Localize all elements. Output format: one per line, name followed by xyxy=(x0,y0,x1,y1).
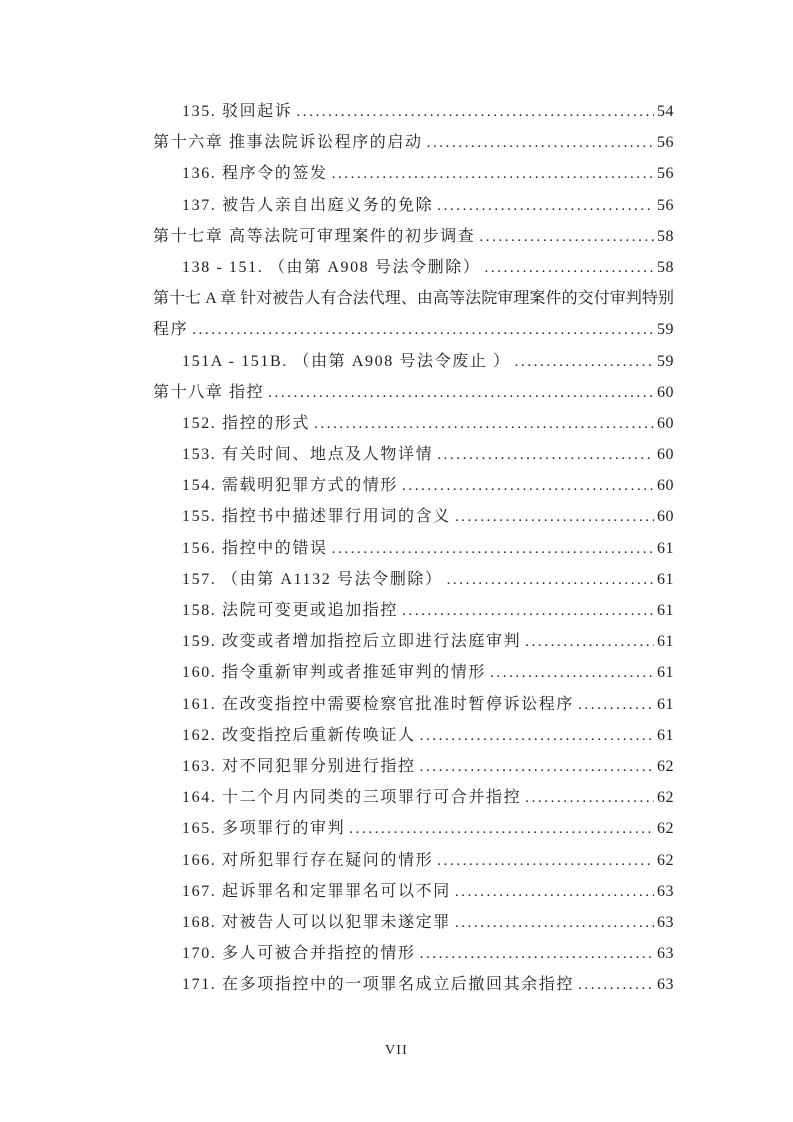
toc-entry-page: 59 xyxy=(657,352,674,370)
toc-entry xyxy=(153,221,674,252)
toc-entry-title: 160. 指令重新审判或者推延审判的情形 xyxy=(182,664,487,682)
toc-entry-title: 159. 改变或者增加指控后立即进行法庭审判 xyxy=(182,633,522,651)
toc-entry-title: 135. 驳回起诉 xyxy=(182,103,293,120)
toc-entry-title: 168. 对被告人可以以犯罪未遂定罪 xyxy=(182,913,451,931)
toc-entry-page: 60 xyxy=(657,446,674,464)
dot-leader xyxy=(490,657,654,689)
toc-entry xyxy=(153,813,674,844)
toc-entry-page: 63 xyxy=(657,913,674,931)
toc-entry xyxy=(153,720,674,751)
toc-entry xyxy=(153,533,674,564)
toc-entry-page: 56 xyxy=(657,196,674,214)
toc-entry-page: 61 xyxy=(657,695,674,713)
toc-entry-page: 61 xyxy=(657,602,674,619)
toc-entry-title: 171. 在多项指控中的一项罪名成立后撤回其余指控 xyxy=(182,976,575,994)
dot-leader xyxy=(479,221,654,253)
toc-entry xyxy=(153,595,674,626)
toc-entry xyxy=(153,938,674,969)
toc-entry-page: 63 xyxy=(657,976,674,994)
dot-leader xyxy=(455,876,654,908)
toc-entry-title: 151A - 151B. （由第 A908 号法令废止 ） xyxy=(182,352,511,370)
toc-entry-page: 61 xyxy=(657,570,674,588)
toc-entry-title: 163. 对不同犯罪分别进行指控 xyxy=(182,757,416,775)
toc-entry xyxy=(153,501,674,532)
toc-entry-title: 166. 对所犯罪行存在疑问的情形 xyxy=(182,851,434,869)
toc-entry-page: 56 xyxy=(657,134,674,152)
toc-entry xyxy=(153,689,674,720)
dot-leader xyxy=(332,533,654,565)
dot-leader xyxy=(349,813,654,845)
dot-leader xyxy=(484,252,654,284)
toc-entry-page: 61 xyxy=(657,633,674,651)
toc-entry xyxy=(153,377,674,408)
dot-leader xyxy=(420,720,654,752)
toc-entry-title: 157. （由第 A1132 号法令删除） xyxy=(182,570,443,588)
toc-entry xyxy=(153,845,674,876)
dot-leader xyxy=(296,96,654,128)
dot-leader xyxy=(578,969,654,1001)
toc-entry xyxy=(153,283,674,314)
toc-entry-title: 153. 有关时间、地点及人物详情 xyxy=(182,446,434,464)
toc-entry-title: 152. 指控的形式 xyxy=(182,414,311,432)
dot-leader xyxy=(525,626,654,658)
dot-leader xyxy=(402,595,654,627)
toc-entry-title: 161. 在改变指控中需要检察官批准时暂停诉讼程序 xyxy=(182,695,575,713)
toc-entry-title: 第十七 A 章 针对被告人有合法代理、由高等法院审理案件的交付审判特别 xyxy=(153,290,674,308)
dot-leader xyxy=(437,845,654,877)
toc-entry-page: 54 xyxy=(657,103,674,120)
toc-entry-page: 61 xyxy=(657,726,674,744)
toc-entry-title: 138 - 151. （由第 A908 号法令删除） xyxy=(182,258,481,276)
toc-entry-page: 58 xyxy=(657,227,674,245)
toc-entry-title: 程序 xyxy=(153,321,189,339)
toc-entry xyxy=(153,252,674,283)
toc-entry-page: 62 xyxy=(657,757,674,775)
toc-entry-title: 137. 被告人亲自出庭义务的免除 xyxy=(182,196,434,214)
toc-entry-page: 60 xyxy=(657,477,674,495)
toc-entry xyxy=(153,969,674,1000)
toc-entry-title: 156. 指控中的错误 xyxy=(182,539,328,557)
footer-page-number: VII xyxy=(384,1043,409,1058)
toc-entry-page: 62 xyxy=(657,820,674,838)
dot-leader xyxy=(455,907,654,939)
toc-entry-title: 158. 法院可变更或追加指控 xyxy=(182,602,399,619)
toc-entry-title: 第十八章 指控 xyxy=(153,383,265,401)
toc-entry-page: 63 xyxy=(657,945,674,963)
toc-entry xyxy=(153,657,674,688)
toc-entry-page: 60 xyxy=(657,383,674,401)
toc-entry xyxy=(153,346,674,377)
toc-entry-title: 154. 需载明犯罪方式的情形 xyxy=(182,477,399,495)
dot-leader xyxy=(420,751,654,783)
toc-entry-page: 58 xyxy=(657,258,674,276)
dot-leader xyxy=(402,470,654,502)
toc-entry-page: 61 xyxy=(657,539,674,557)
toc-entry-title: 第十六章 推事法院诉讼程序的启动 xyxy=(153,134,423,152)
toc-entry xyxy=(153,314,674,345)
dot-leader xyxy=(427,127,654,159)
page-footer xyxy=(0,1043,793,1059)
dot-leader xyxy=(525,782,654,814)
toc-entry xyxy=(153,96,674,127)
toc xyxy=(153,96,674,1000)
toc-entry-title: 164. 十二个月内同类的三项罪行可合并指控 xyxy=(182,789,522,807)
dot-leader xyxy=(437,190,654,222)
toc-entry-title: 155. 指控书中描述罪行用词的含义 xyxy=(182,508,451,526)
toc-entry xyxy=(153,158,674,189)
toc-entry-page: 56 xyxy=(657,165,674,183)
toc-entry-page: 61 xyxy=(657,664,674,682)
toc-entry-title: 136. 程序令的签发 xyxy=(182,165,328,183)
dot-leader xyxy=(515,346,654,378)
dot-leader xyxy=(455,501,654,533)
toc-entry-title: 170. 多人可被合并指控的情形 xyxy=(182,945,416,963)
toc-entry-page: 62 xyxy=(657,789,674,807)
toc-entry xyxy=(153,439,674,470)
toc-entry xyxy=(153,470,674,501)
dot-leader xyxy=(447,564,654,596)
toc-entry-page: 59 xyxy=(657,321,674,339)
toc-entry xyxy=(153,564,674,595)
dot-leader xyxy=(578,689,654,721)
dot-leader xyxy=(437,439,654,471)
toc-entry-page: 60 xyxy=(657,508,674,526)
dot-leader xyxy=(420,938,654,970)
toc-entry xyxy=(153,408,674,439)
toc-entry-title: 162. 改变指控后重新传唤证人 xyxy=(182,726,416,744)
toc-entry-page: 60 xyxy=(657,414,674,432)
toc-entry xyxy=(153,190,674,221)
dot-leader xyxy=(314,408,654,440)
dot-leader xyxy=(192,314,654,346)
toc-entry xyxy=(153,782,674,813)
toc-entry xyxy=(153,751,674,782)
toc-entry-page: 63 xyxy=(657,882,674,900)
toc-entry xyxy=(153,127,674,158)
toc-entry-title: 第十七章 高等法院可审理案件的初步调查 xyxy=(153,227,476,245)
toc-entry xyxy=(153,907,674,938)
dot-leader xyxy=(268,377,654,409)
toc-entry xyxy=(153,876,674,907)
toc-entry xyxy=(153,626,674,657)
dot-leader xyxy=(332,158,654,190)
toc-entry-title: 167. 起诉罪名和定罪罪名可以不同 xyxy=(182,882,451,900)
toc-entry-page: 62 xyxy=(657,851,674,869)
toc-entry-title: 165. 多项罪行的审判 xyxy=(182,820,346,838)
